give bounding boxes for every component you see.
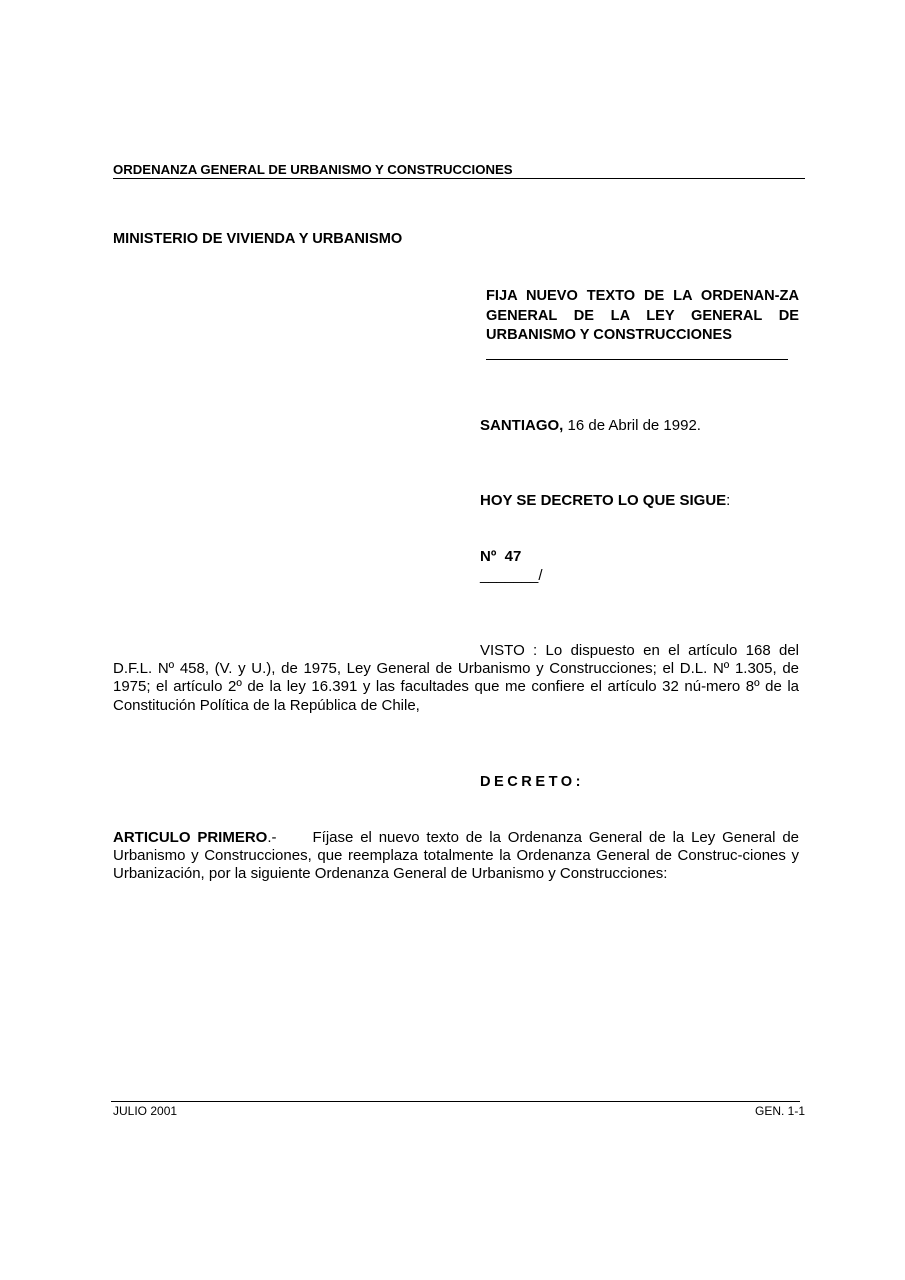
decree-number: Nº 47	[480, 548, 522, 565]
visto-paragraph	[113, 642, 799, 715]
decree-subject: FIJA NUEVO TEXTO DE LA ORDENAN-ZA GENERAL DE LA LEY GENERAL DE URBANISMO Y CONSTRUCCIONES	[486, 288, 799, 343]
articulo-primero-label-suffix: .-	[267, 829, 277, 846]
articulo-primero-text: Fíjase el nuevo texto de la Ordenanza General de la Ley General de Urbanismo y Construcciones, que reemplaza totalmente la Ordenanza General de Construc-ciones y Urbanización, por la siguiente Ordenanza General de Urbanismo y Construcciones:	[113, 829, 800, 883]
ministry-name: MINISTERIO DE VIVIENDA Y URBANISMO	[113, 231, 403, 247]
articulo-primero-label: ARTICULO PRIMERO	[113, 829, 268, 846]
footer-date: JULIO 2001	[113, 1104, 178, 1118]
decree-number-line: _______/	[480, 567, 543, 584]
page-header-title: ORDENANZA GENERAL DE URBANISMO Y CONSTRUCCIONES	[113, 162, 805, 179]
decree-intro-text: HOY SE DECRETO LO QUE SIGUE	[480, 492, 727, 509]
date-text: 16 de Abril de 1992.	[563, 417, 701, 434]
visto-lead: VISTO : Lo dispuesto en el artículo 168 del	[480, 642, 799, 659]
decree-intro	[480, 492, 730, 509]
footer-page-code: GEN. 1-1	[754, 1104, 805, 1118]
subject-underline	[486, 359, 788, 360]
visto-body: D.F.L. Nº 458, (V. y U.), de 1975, Ley General de Urbanismo y Construcciones; el D.L. Nº 1.305, de 1975; el artículo 2º de la ley 16.391 y las facultades que me confiere el artículo 32 nú-mero 8º de la Constitución Política de la República de Chile,	[113, 660, 799, 714]
decree-intro-suffix: :	[726, 492, 731, 509]
place-date	[480, 417, 701, 434]
footer-rule	[111, 1101, 800, 1102]
place-label: SANTIAGO,	[480, 417, 564, 434]
decreto-heading: DECRETO:	[480, 774, 584, 790]
articulo-primero-paragraph	[113, 829, 799, 884]
